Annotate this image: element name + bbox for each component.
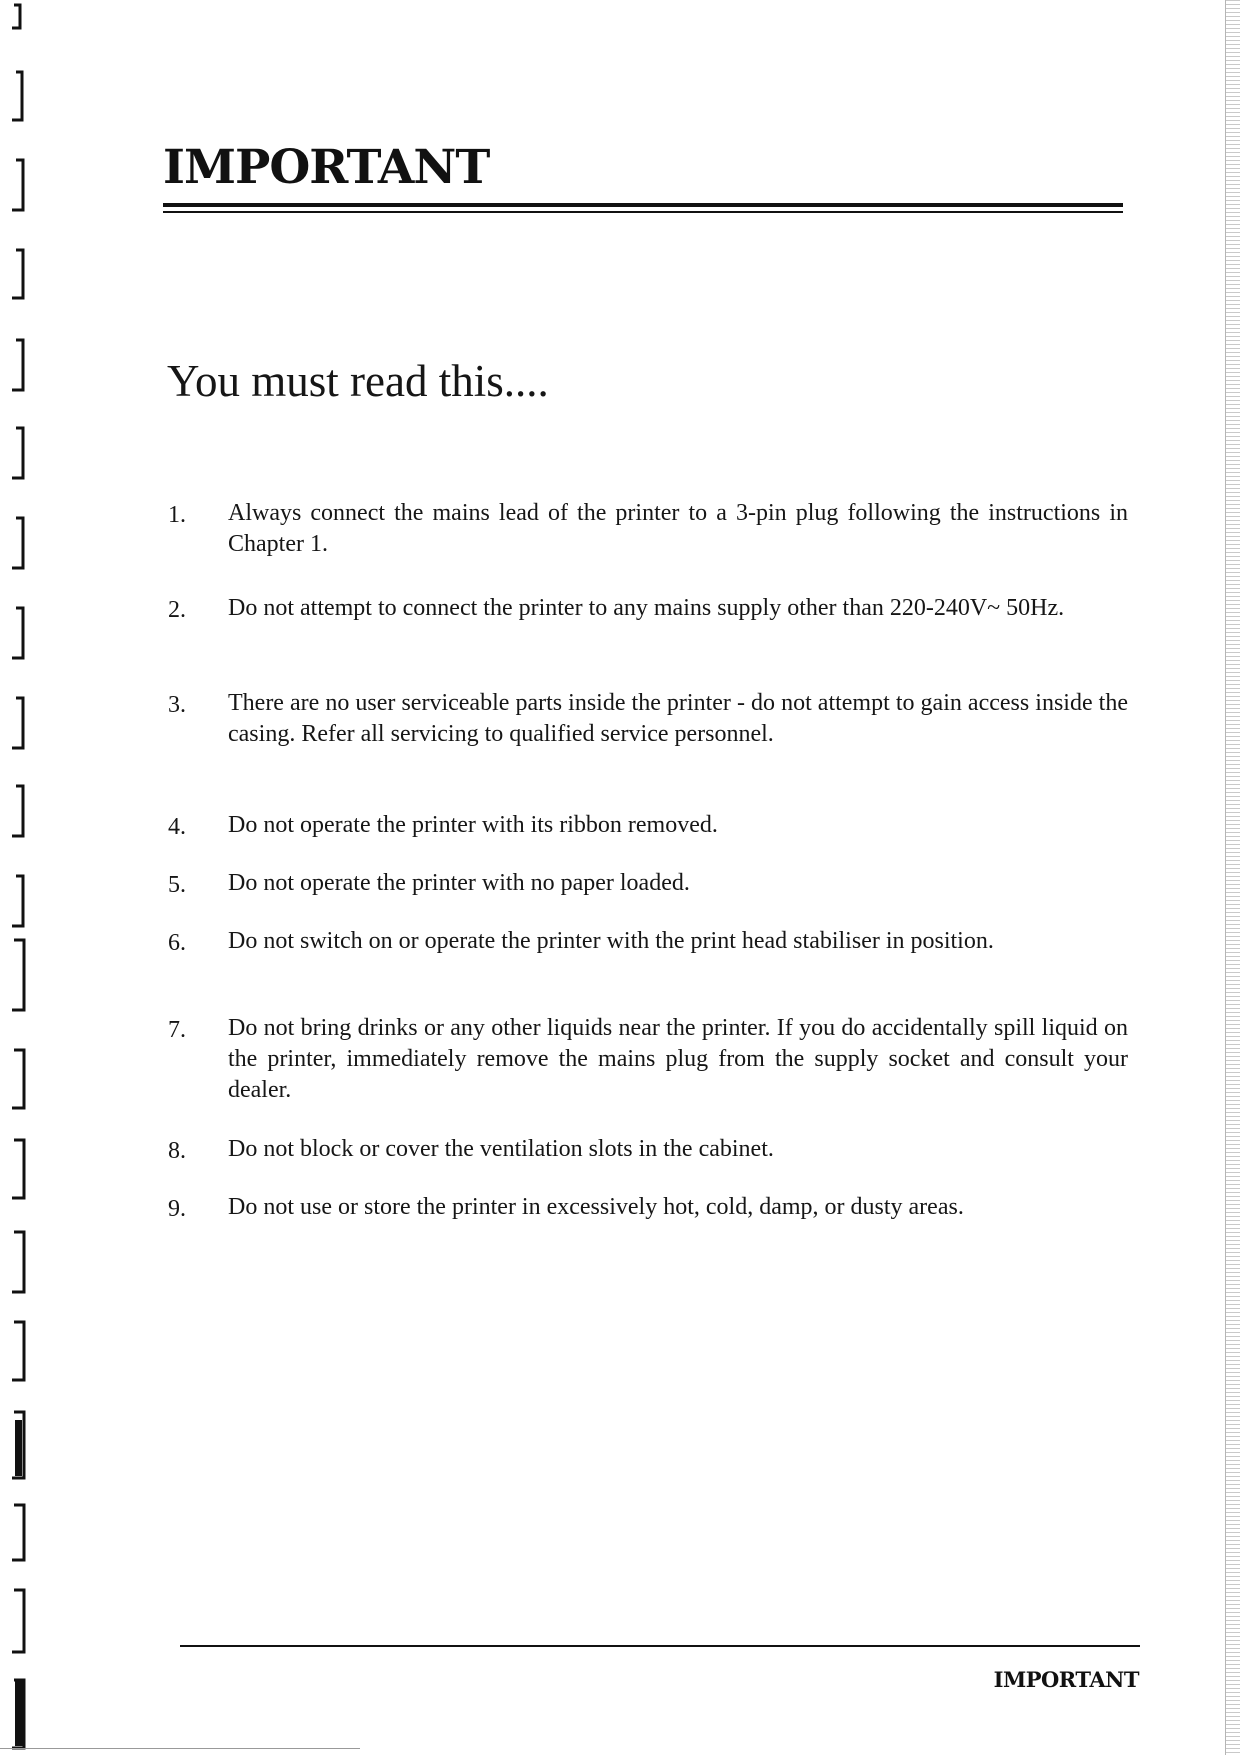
title-rule-thin: [163, 211, 1123, 213]
item-text: Do not use or store the printer in excessively hot, cold, damp, or dusty areas.: [228, 1194, 964, 1220]
item-text: Always connect the mains lead of the printer to a 3-pin plug following the instructions in Chapter 1.: [228, 500, 1128, 557]
item-text: Do not block or cover the ventilation slots in the cabinet.: [228, 1136, 774, 1162]
item-text: Do not attempt to connect the printer to any mains supply other than 220-240V~ 50Hz.: [228, 595, 1065, 621]
item-number: 8.: [168, 1138, 186, 1164]
item-number: 2.: [168, 597, 186, 623]
item-text: Do not switch on or operate the printer with the print head stabiliser in position.: [228, 928, 994, 954]
item-number: 9.: [168, 1196, 186, 1222]
item-number: 3.: [168, 692, 186, 718]
item-number: 6.: [168, 930, 186, 956]
item-number: 4.: [168, 814, 186, 840]
intro-heading: You must read this....: [167, 356, 549, 406]
item-text: Do not operate the printer with no paper loaded.: [228, 870, 690, 896]
running-footer: IMPORTANT: [993, 1667, 1139, 1692]
binder-holes: [6, 0, 36, 1755]
item-number: 7.: [168, 1017, 186, 1043]
item-text: There are no user serviceable parts inside the printer - do not attempt to gain access inside the casing. Refer all servicing to qualified service personnel.: [228, 690, 1128, 747]
page-title: IMPORTANT: [163, 140, 490, 195]
scan-bottom-line: [0, 1748, 360, 1749]
item-number: 5.: [168, 872, 186, 898]
item-number: 1.: [168, 502, 186, 528]
title-rule-thick: [163, 203, 1123, 207]
title-double-rule: [163, 203, 1123, 213]
footer-rule: [180, 1645, 1140, 1647]
item-text: Do not bring drinks or any other liquids near the printer. If you do accidentally spill liquid on the printer, immediately remove the mains plug from the supply socket and consult your dealer.: [228, 1015, 1128, 1103]
item-text: Do not operate the printer with its ribbon removed.: [228, 812, 718, 838]
scan-edge: [1225, 0, 1240, 1755]
